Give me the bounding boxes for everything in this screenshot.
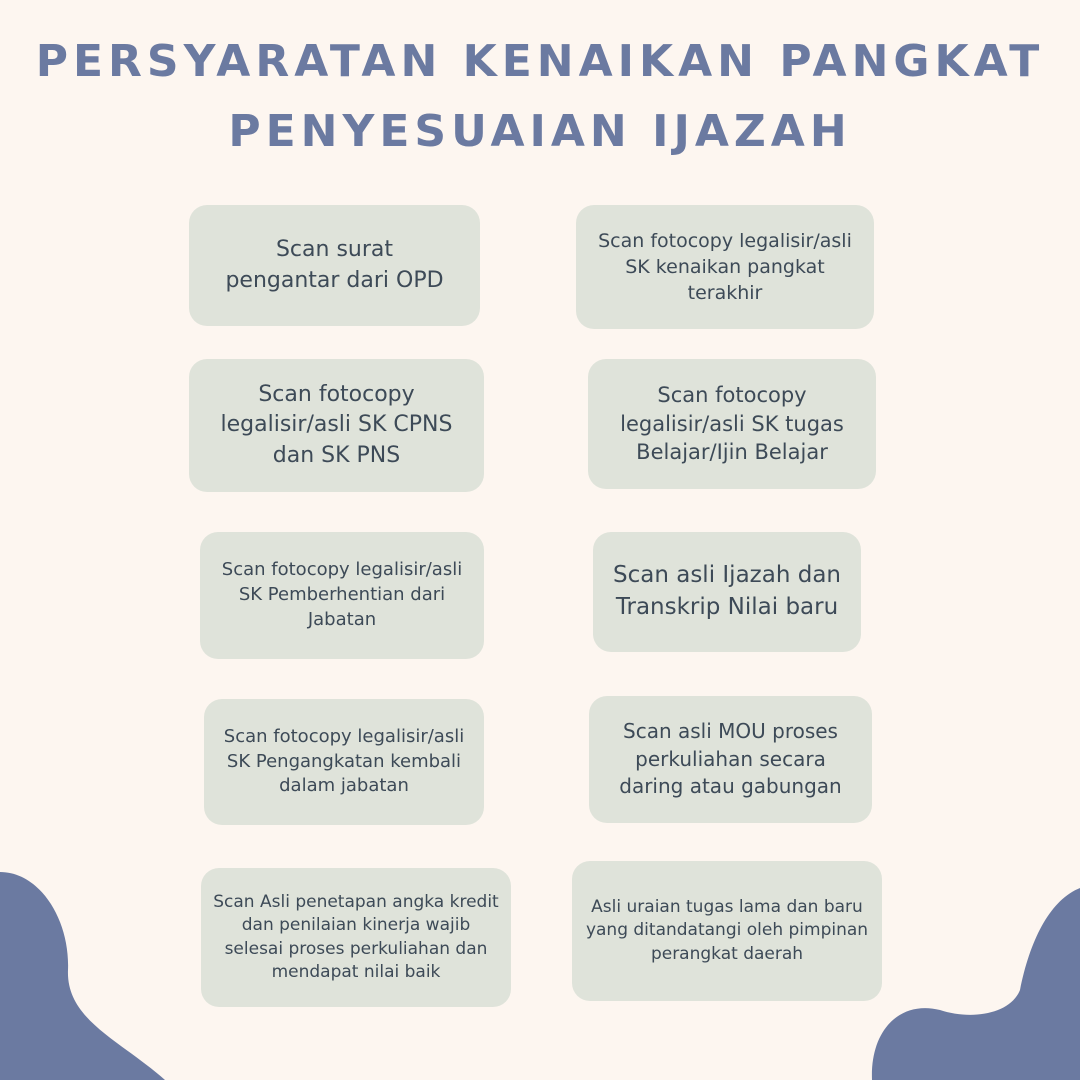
blob-right-shape — [872, 888, 1080, 1080]
requirement-card — [200, 532, 484, 659]
page-title-line-2: PENYESUAIAN IJAZAH — [228, 106, 852, 157]
requirement-card — [204, 699, 484, 825]
requirement-card — [589, 696, 872, 823]
requirement-card — [593, 532, 861, 652]
blob-left-shape — [0, 872, 165, 1080]
requirement-text: Scan surat pengantar dari OPD — [225, 237, 444, 293]
requirement-text: Scan fotocopy legalisir/asli SK Pemberhentian dari Jabatan — [221, 559, 463, 630]
requirement-text: Asli uraian tugas lama dan baru yang ditandatangi oleh pimpinan perangkat daerah — [585, 896, 869, 964]
requirement-text: Scan Asli penetapan angka kredit dan penilaian kinerja wajib selesai proses perkuliahan dan mendapat nilai baik — [213, 891, 499, 982]
requirement-text: Scan asli Ijazah dan Transkrip Nilai baru — [613, 562, 841, 620]
requirement-text: Scan fotocopy legalisir/asli SK tugas Belajar/Ijin Belajar — [620, 382, 844, 465]
requirement-card — [588, 359, 876, 489]
requirement-text: Scan fotocopy legalisir/asli SK kenaikan pangkat terakhir — [598, 229, 852, 305]
requirement-card — [189, 359, 484, 492]
requirement-card — [572, 861, 882, 1001]
requirement-card — [576, 205, 874, 329]
requirement-text: Scan asli MOU proses perkuliahan secara daring atau gabungan — [619, 719, 842, 799]
page-title-line-1: PERSYARATAN KENAIKAN PANGKAT — [35, 36, 1045, 87]
decorative-blob-left — [0, 860, 200, 1080]
requirement-card — [201, 868, 511, 1007]
requirement-card — [189, 205, 480, 326]
decorative-blob-right — [860, 880, 1080, 1080]
requirement-text: Scan fotocopy legalisir/asli SK CPNS dan SK PNS — [220, 381, 453, 468]
requirement-text: Scan fotocopy legalisir/asli SK Pengangkatan kembali dalam jabatan — [223, 725, 465, 797]
